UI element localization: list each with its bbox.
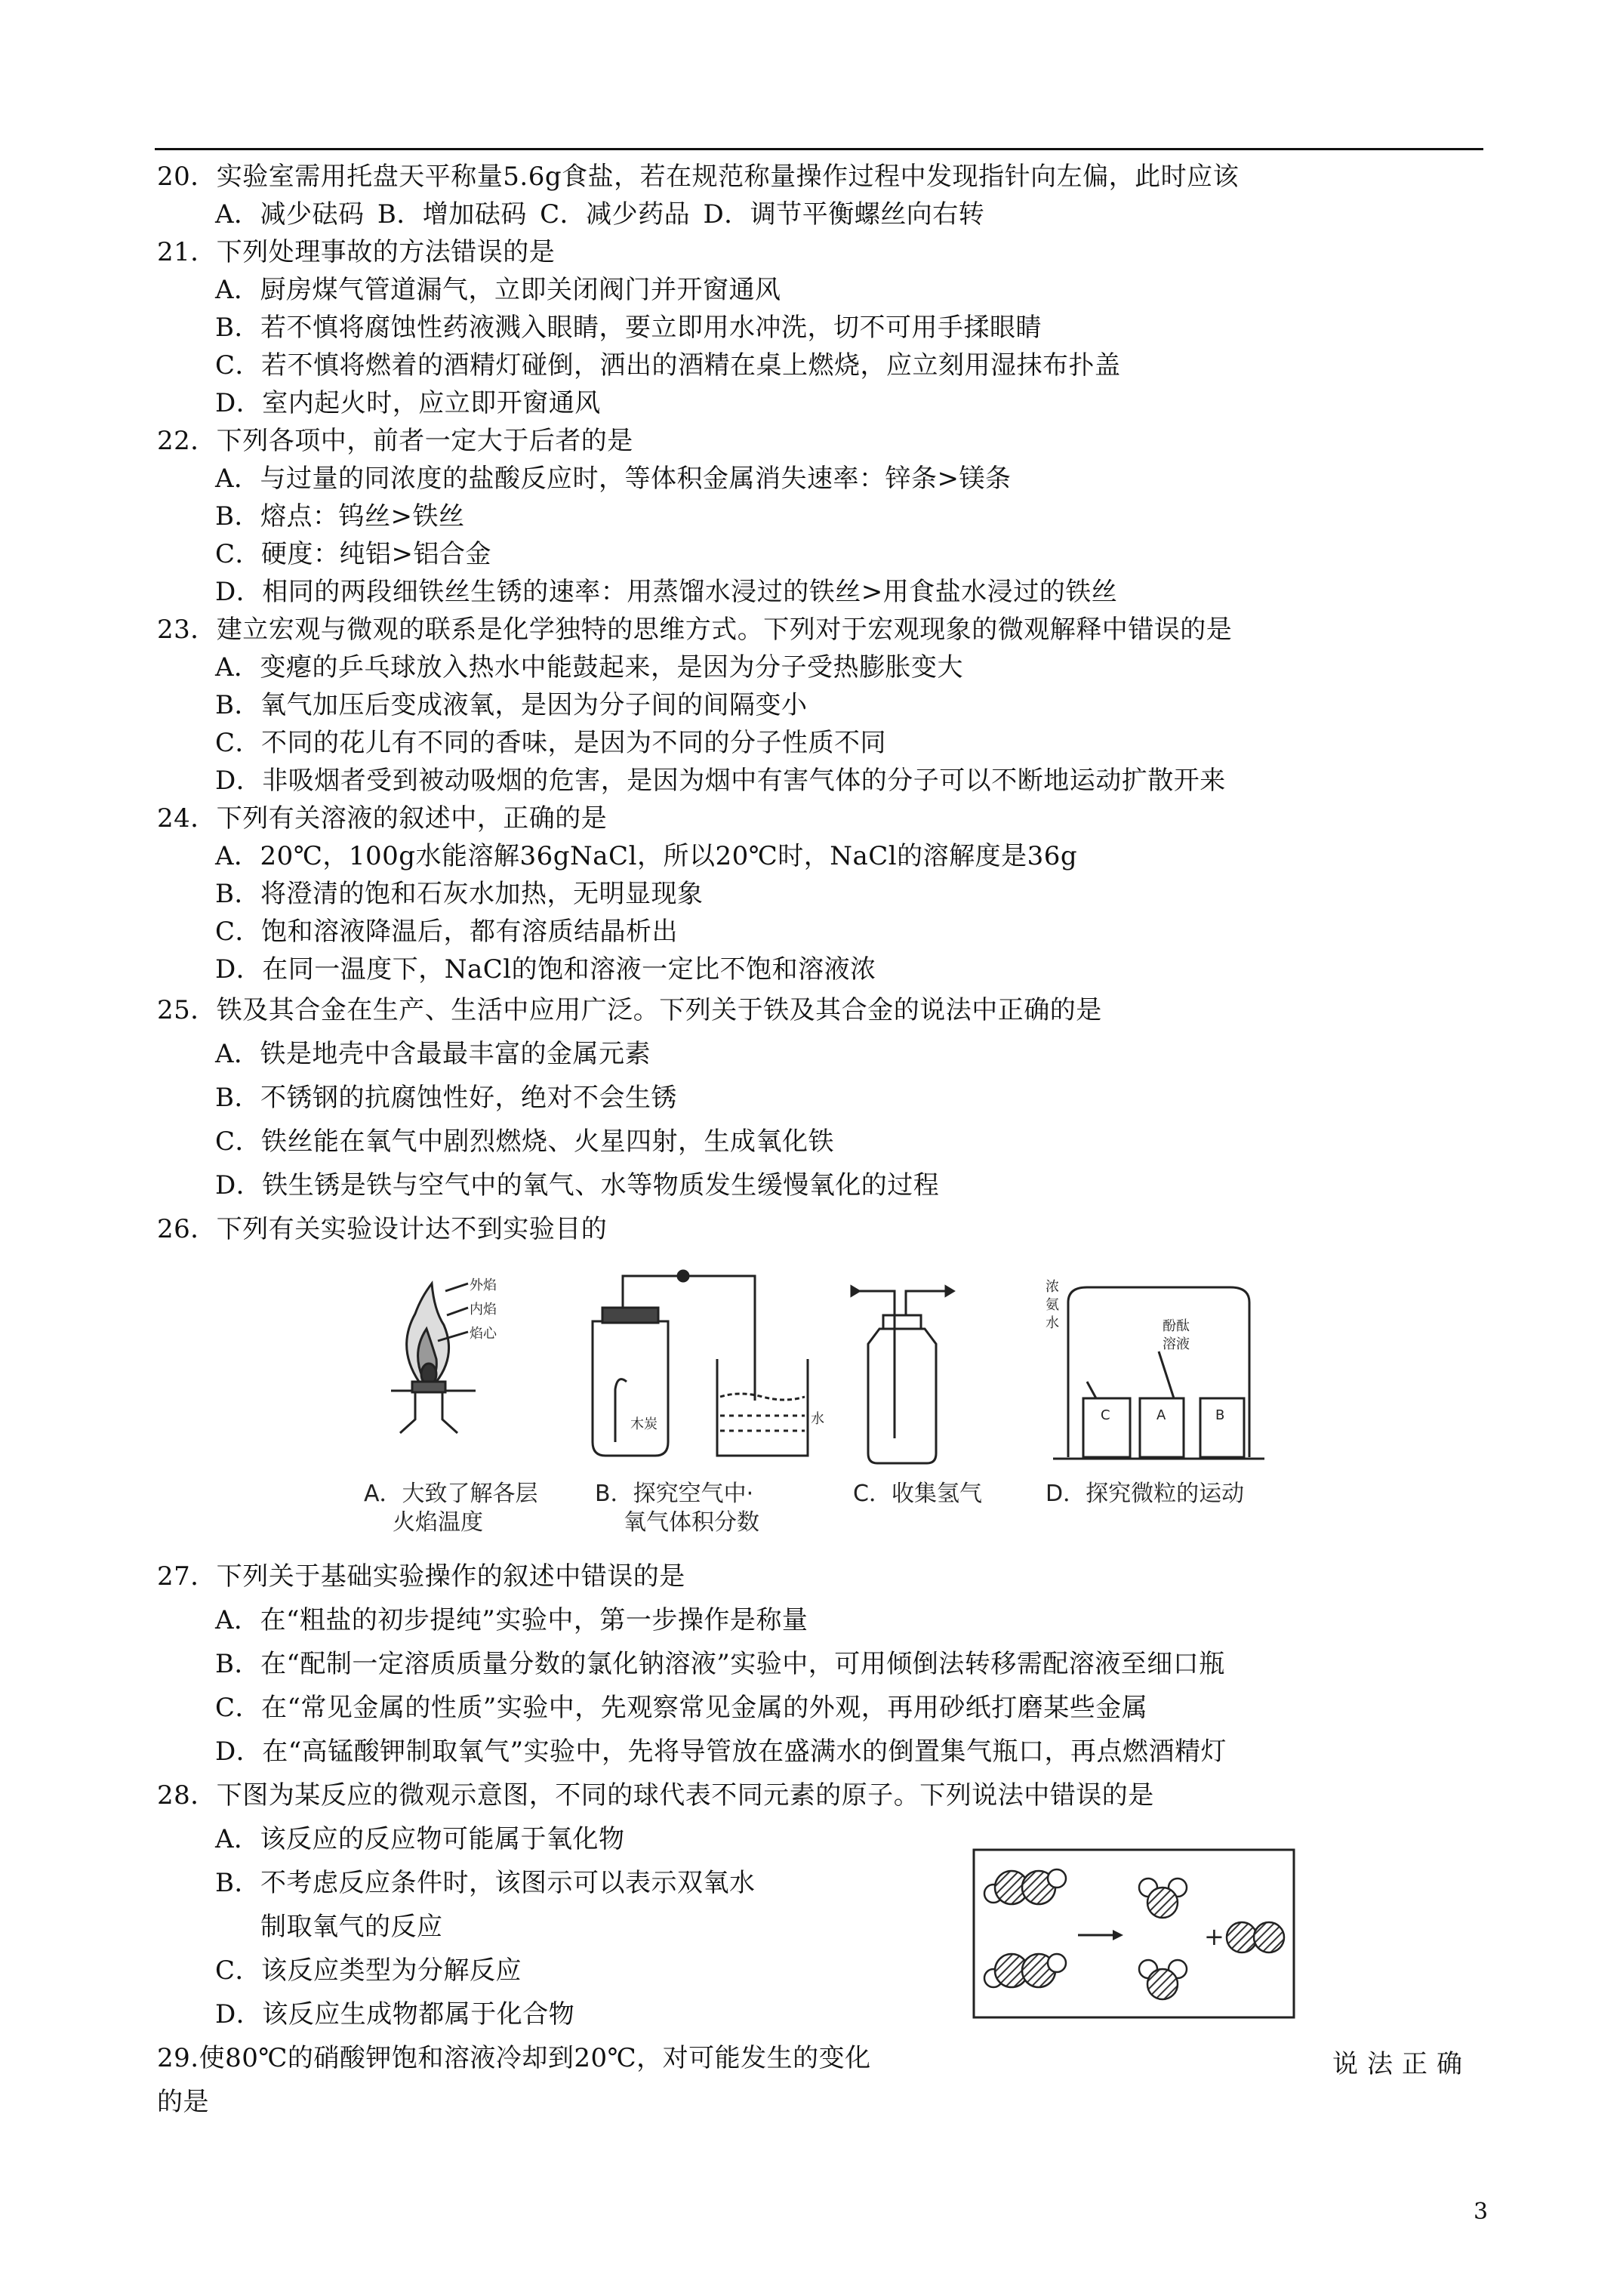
question-21-option-b: B．若不慎将腐蚀性药液溅入眼睛，要立即用水冲洗，切不可用手揉眼睛 <box>215 313 1042 343</box>
flame-label-outer: 外焰 <box>470 1277 497 1293</box>
question-23-stem: 23．建立宏观与微观的联系是化学独特的思维方式。下列对于宏观现象的微观解释中错误的是 <box>157 615 1233 645</box>
caption-b-line1: B．探究空气中· <box>595 1481 754 1507</box>
question-27-option-a: A．在“粗盐的初步提纯”实验中，第一步操作是称量 <box>215 1605 808 1635</box>
phenolphthalein-label-1: 酚酞 <box>1163 1318 1190 1334</box>
question-28-option-b-line2: 制取氧气的反应 <box>260 1912 443 1942</box>
question-28-option-a: A．该反应的反应物可能属于氧化物 <box>215 1824 625 1854</box>
caption-b-line2: 氧气体积分数 <box>624 1509 759 1536</box>
question-22-stem: 22．下列各项中，前者一定大于后者的是 <box>157 426 633 456</box>
question-21-option-a: A．厨房煤气管道漏气，立即关闭阀门并开窗通风 <box>215 275 781 305</box>
question-27-stem: 27．下列关于基础实验操作的叙述中错误的是 <box>157 1561 685 1592</box>
question-21-option-d: D．室内起火时，应立即开窗通风 <box>215 388 601 418</box>
ammonia-label-2: 氨 <box>1046 1297 1059 1313</box>
question-27-option-c: C．在“常见金属的性质”实验中，先观察常见金属的外观，再用砂纸打磨某些金属 <box>215 1693 1148 1723</box>
question-23-option-d: D．非吸烟者受到被动吸烟的危害，是因为烟中有害气体的分子可以不断地运动扩散开来 <box>215 766 1226 796</box>
question-23-option-a: A．变瘪的乒乓球放入热水中能鼓起来，是因为分子受热膨胀变大 <box>215 652 964 683</box>
page-number: 3 <box>1474 2199 1489 2225</box>
question-25-option-c: C．铁丝能在氧气中剧烈燃烧、火星四射，生成氧化铁 <box>215 1126 835 1157</box>
caption-a-line1: A．大致了解各层 <box>364 1481 538 1507</box>
question-22-option-c: C．硬度：纯铝>铝合金 <box>215 539 492 569</box>
caption-d: D．探究微粒的运动 <box>1046 1481 1245 1507</box>
question-25-option-b: B．不锈钢的抗腐蚀性好，绝对不会生锈 <box>215 1083 677 1113</box>
question-28-stem: 28．下图为某反应的微观示意图，不同的球代表不同元素的原子。下列说法中错误的是 <box>157 1780 1154 1811</box>
question-21-option-c: C．若不慎将燃着的酒精灯碰倒，洒出的酒精在桌上燃烧，应立刻用湿抹布扑盖 <box>215 350 1121 381</box>
water-label: 水 <box>811 1411 824 1427</box>
question-28-option-d: D．该反应生成物都属于化合物 <box>215 1999 575 2029</box>
question-28-option-c: C．该反应类型为分解反应 <box>215 1955 522 1986</box>
flame-burner-diagram <box>391 1284 476 1433</box>
beaker-label-c: C <box>1101 1407 1110 1423</box>
question-25-option-a: A．铁是地壳中含最最丰富的金属元素 <box>215 1039 651 1069</box>
charcoal-label: 木炭 <box>630 1416 658 1432</box>
header-rule <box>155 148 1483 150</box>
question-24-option-b: B．将澄清的饱和石灰水加热，无明显现象 <box>215 879 704 909</box>
ammonia-label-3: 水 <box>1046 1315 1059 1331</box>
question-29-stem: 29.使80℃的硝酸钾饱和溶液冷却到20℃，对可能发生的变化 <box>157 2043 871 2073</box>
question-22-option-b: B．熔点：钨丝>铁丝 <box>215 501 465 532</box>
particle-motion-apparatus <box>1053 1287 1264 1459</box>
caption-a-line2: 火焰温度 <box>393 1509 483 1536</box>
question-27-option-b: B．在“配制一定溶质质量分数的氯化钠溶液”实验中，可用倾倒法转移需配溶液至细口瓶 <box>215 1649 1225 1679</box>
question-20-stem: 20．实验室需用托盘天平称量5.6g食盐，若在规范称量操作过程中发现指针向左偏，此时应该 <box>157 162 1240 192</box>
question-24-option-a: A．20℃，100g水能溶解36gNaCl，所以20℃时，NaCl的溶解度是36g <box>215 841 1078 871</box>
ammonia-label-1: 浓 <box>1046 1279 1059 1295</box>
question-24-option-c: C．饱和溶液降温后，都有溶质结晶析出 <box>215 917 679 947</box>
question-22-option-a: A．与过量的同浓度的盐酸反应时，等体积金属消失速率：锌条>镁条 <box>215 464 1012 494</box>
beaker-label-b: B <box>1215 1407 1225 1423</box>
question-24-option-d: D．在同一温度下，NaCl的饱和溶液一定比不饱和溶液浓 <box>215 954 876 985</box>
question-29-stem-tail: 说法正确 <box>1332 2049 1471 2079</box>
hydrogen-collection-bottle <box>852 1287 953 1463</box>
question-29-stem-end: 的是 <box>157 2087 209 2117</box>
air-oxygen-apparatus <box>593 1271 808 1456</box>
flame-label-core: 焰心 <box>470 1326 497 1342</box>
question-23-option-b: B．氧气加压后变成液氧，是因为分子间的间隔变小 <box>215 690 808 720</box>
reaction-micro-diagram <box>972 1848 1297 2022</box>
beaker-label-a: A <box>1156 1407 1166 1423</box>
question-27-option-d: D．在“高锰酸钾制取氧气”实验中，先将导管放在盛满水的倒置集气瓶口，再点燃酒精灯 <box>215 1737 1227 1767</box>
question-20-options: A．减少砝码 B．增加砝码 C．减少药品 D．调节平衡螺丝向右转 <box>215 199 985 230</box>
phenolphthalein-label-2: 溶液 <box>1163 1336 1190 1352</box>
question-23-option-c: C．不同的花儿有不同的香味，是因为不同的分子性质不同 <box>215 728 887 758</box>
question-28-option-b-line1: B．不考虑反应条件时，该图示可以表示双氧水 <box>215 1868 756 1898</box>
question-25-stem: 25．铁及其合金在生产、生活中应用广泛。下列关于铁及其合金的说法中正确的是 <box>157 995 1102 1025</box>
question-21-stem: 21．下列处理事故的方法错误的是 <box>157 237 556 267</box>
caption-c: C．收集氢气 <box>853 1481 982 1507</box>
question-22-option-d: D．相同的两段细铁丝生锈的速率：用蒸馏水浸过的铁丝>用食盐水浸过的铁丝 <box>215 577 1118 607</box>
question-26-stem: 26．下列有关实验设计达不到实验目的 <box>157 1214 608 1244</box>
question-26-figure <box>362 1268 1313 1540</box>
question-24-stem: 24．下列有关溶液的叙述中，正确的是 <box>157 803 608 834</box>
reaction-plus-sign: + <box>1204 1922 1224 1951</box>
flame-label-inner: 内焰 <box>470 1302 497 1318</box>
question-25-option-d: D．铁生锈是铁与空气中的氧气、水等物质发生缓慢氧化的过程 <box>215 1170 940 1200</box>
